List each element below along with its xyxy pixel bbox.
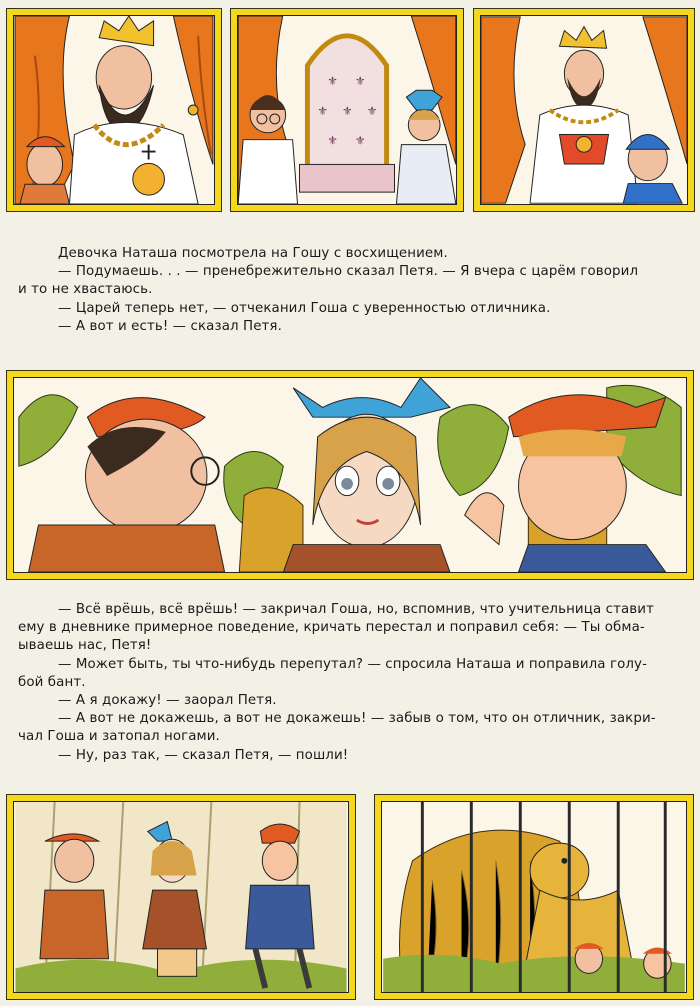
paragraph: — Подумаешь. . . — пренебрежительно сказал Петя. — Я вчера с царём говорил (58, 264, 639, 280)
paragraph-continuation: ываешь нас, Петя! (18, 638, 152, 654)
paragraph: — А вот не докажешь, а вот не докажешь! — забыв о том, что он отличник, закри- (58, 711, 656, 727)
svg-text:⚜: ⚜ (354, 74, 366, 89)
story-text-block-2 (18, 601, 684, 765)
svg-text:⚜: ⚜ (327, 133, 338, 148)
paragraph-continuation: бой бант. (18, 674, 86, 690)
paragraph: Девочка Наташа посмотрела на Гошу с восхищением. (58, 246, 448, 261)
svg-text:⚜: ⚜ (317, 103, 328, 118)
three-children-illustration (13, 377, 687, 573)
lion-in-cage-panel (374, 794, 694, 1000)
paragraph-continuation: ему в дневнике примерное поведение, кричать перестал и поправил себя: — Ты обма- (18, 620, 645, 636)
walking-children-illustration (13, 801, 349, 993)
story-text-block-1 (18, 245, 684, 336)
tsar-and-boy-illustration (480, 15, 688, 205)
paragraph: — А вот и есть! — сказал Петя. (58, 318, 282, 334)
king-with-orb-illustration (13, 15, 215, 205)
svg-text:⚜: ⚜ (366, 103, 378, 118)
svg-text:⚜: ⚜ (327, 74, 338, 89)
paragraph: — Ну, раз так, — сказал Петя, — пошли! (58, 747, 349, 763)
paragraph: — Может быть, ты что-нибудь перепутал? — спросила Наташа и поправила голу- (58, 656, 648, 672)
svg-text:⚜: ⚜ (342, 103, 353, 118)
tsar-and-petya-panel (473, 8, 695, 212)
paragraph-continuation: чал Гоша и затопал ногами. (18, 729, 220, 745)
three-children-panel (6, 370, 694, 580)
empty-throne-panel (230, 8, 464, 212)
paragraph: — Царей теперь нет, — отчеканил Гоша с уверенностью отличника. (58, 300, 551, 316)
walking-children-panel (6, 794, 356, 1000)
throne-illustration (237, 15, 457, 205)
svg-text:⚜: ⚜ (354, 133, 366, 148)
paragraph: — Всё врёшь, всё врёшь! — закричал Гоша, но, вспомнив, что учительница ставит (58, 602, 654, 617)
king-with-orb-panel (6, 8, 222, 212)
paragraph-continuation: и то не хвастаюсь. (18, 282, 153, 298)
lion-in-cage-illustration (381, 801, 687, 993)
paragraph: — А я докажу! — заорал Петя. (58, 693, 277, 709)
